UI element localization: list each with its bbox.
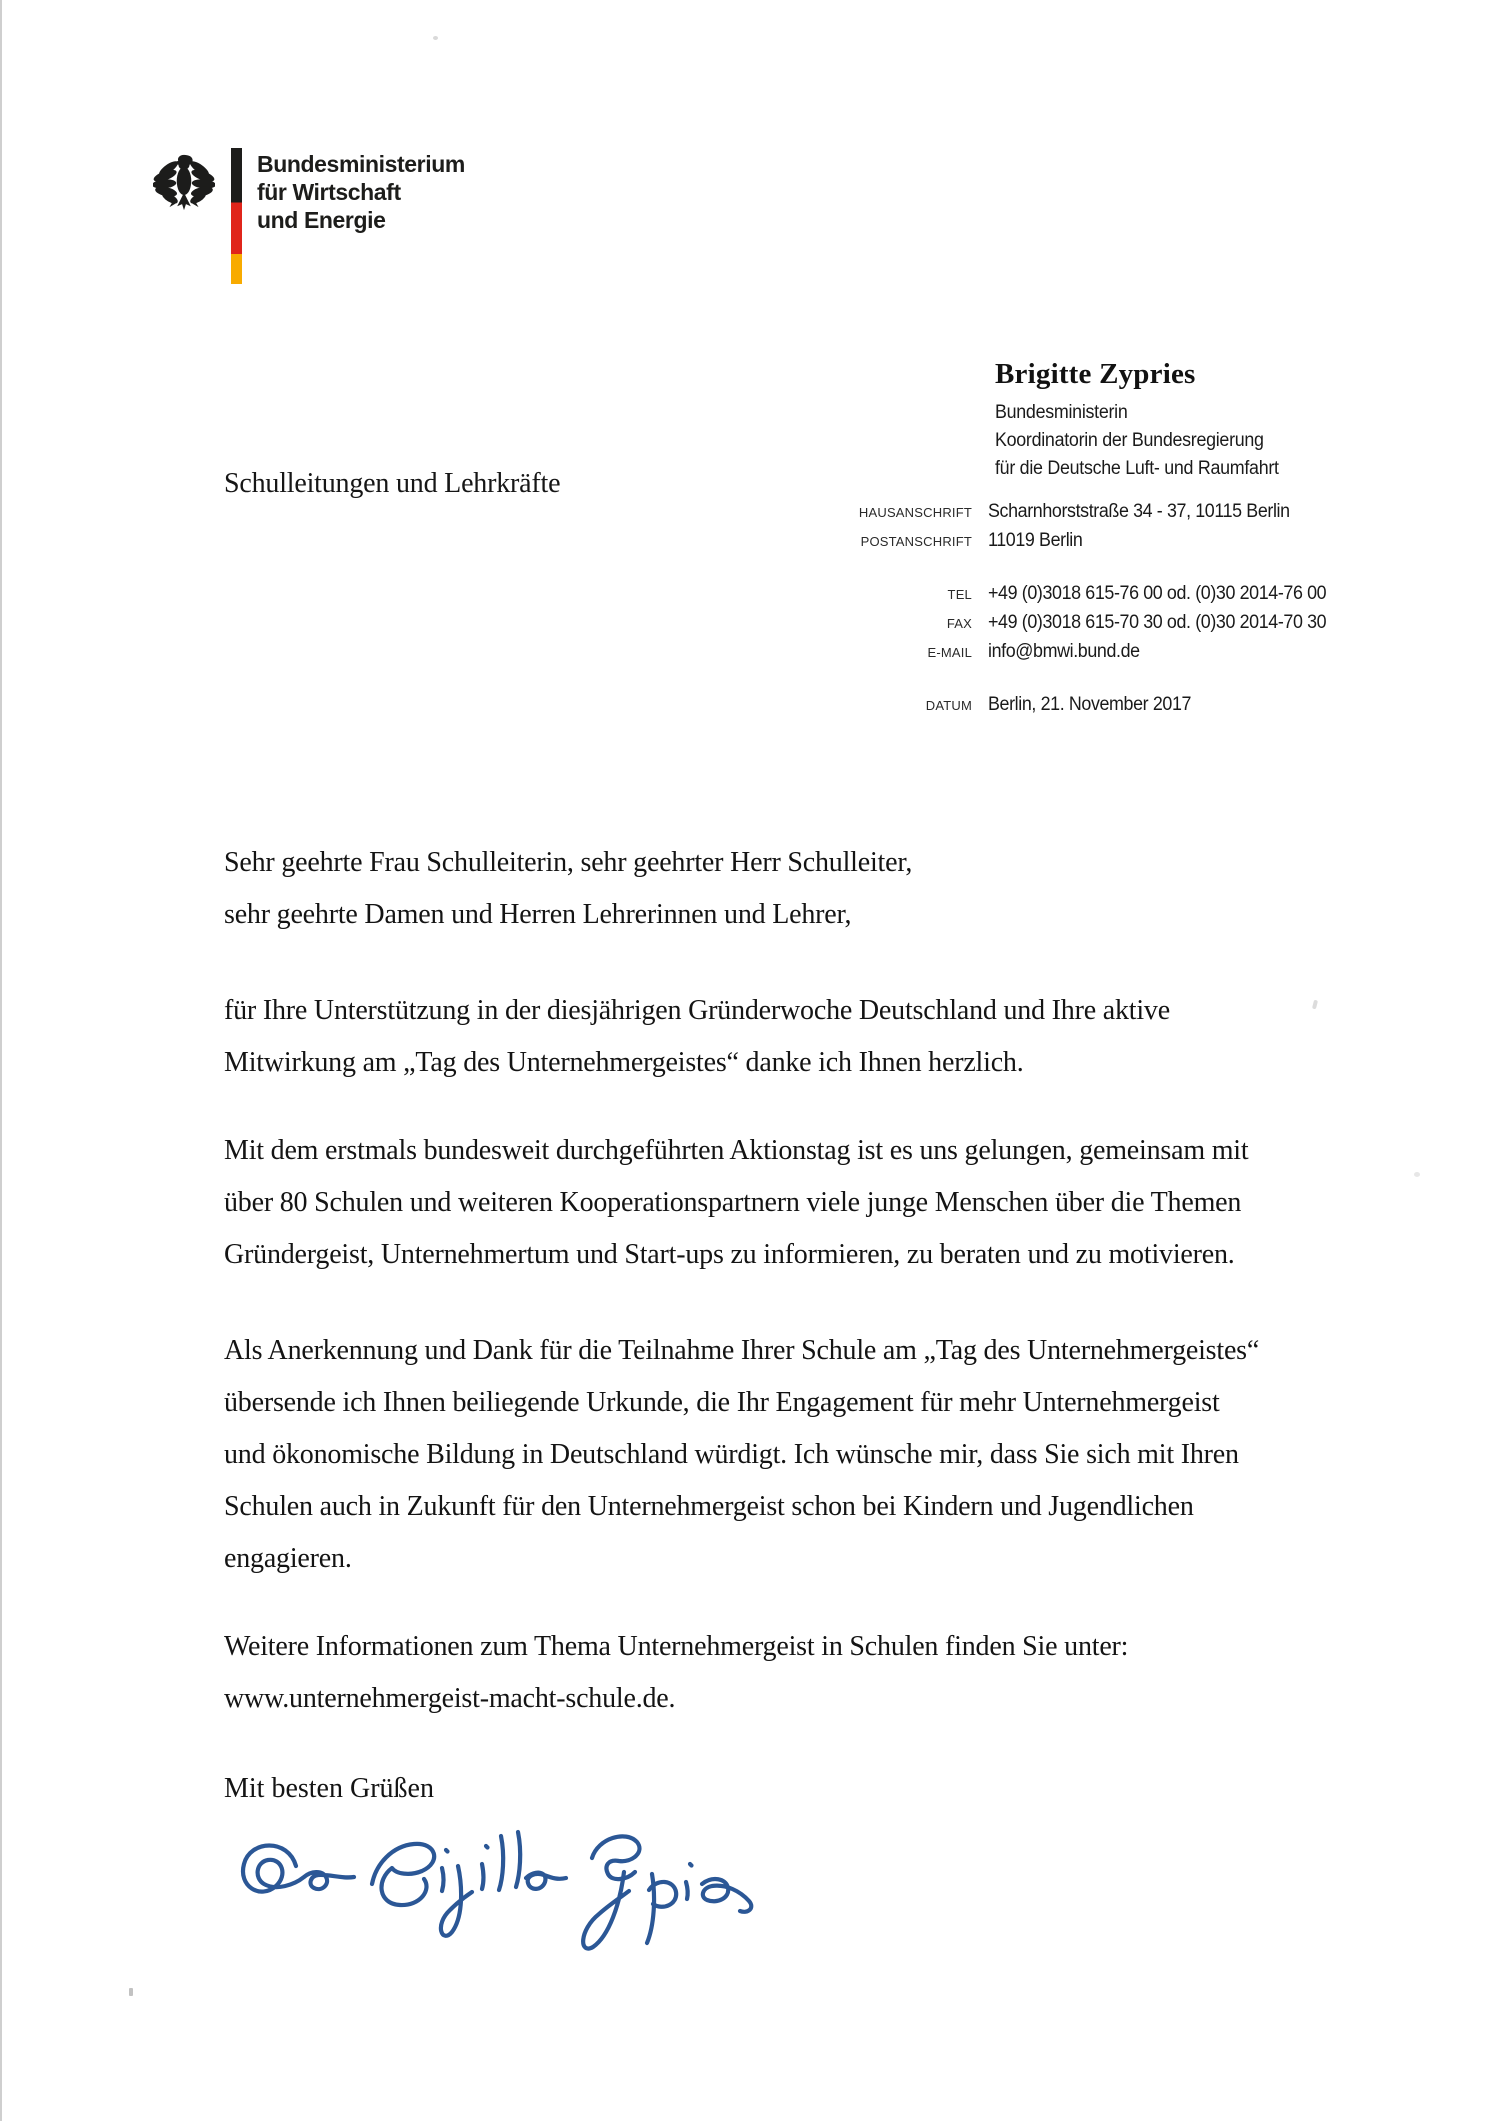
contact-row-postanschrift [742, 527, 1382, 556]
contact-value: info@bmwi.bund.de [988, 641, 1140, 662]
ministry-wordmark [257, 150, 465, 234]
body-line: und ökonomische Bildung in Deutschland würdigt. Ich wünsche mir, dass Sie sich mit Ihren [224, 1439, 1239, 1470]
paragraph [224, 1325, 1404, 1585]
paragraph [224, 1125, 1404, 1281]
contact-block [742, 498, 1382, 720]
contact-value: 11019 Berlin [988, 530, 1083, 551]
body-line: Mitwirkung am „Tag des Unternehmergeistes“ danke ich Ihnen herzlich. [224, 1047, 1024, 1078]
body-line: Gründergeist, Unternehmertum und Start-ups zu informieren, zu beraten und zu motivieren. [224, 1239, 1235, 1270]
body-line: Weitere Informationen zum Thema Unternehmergeist in Schulen finden Sie unter: [224, 1631, 1129, 1662]
flag-stripe [231, 148, 242, 284]
body-line: über 80 Schulen und weiteren Kooperationspartnern viele junge Menschen über die Themen [224, 1187, 1242, 1218]
federal-eagle-icon [153, 152, 215, 212]
wordmark-line: Bundesministerium [257, 151, 465, 177]
scan-speck [1414, 1172, 1420, 1177]
website-line: www.unternehmergeist-macht-schule.de. [224, 1683, 676, 1714]
contact-label: HAUSANSCHRIFT [858, 505, 972, 520]
body-line: engagieren. [224, 1543, 352, 1574]
contact-row-datum [742, 691, 1382, 720]
contact-label: TEL [947, 587, 972, 602]
closing-line: Mit besten Grüßen [224, 1773, 434, 1804]
body-line: Schulen auch in Zukunft für den Unternehmergeist schon bei Kindern und Jugendlichen [224, 1491, 1194, 1522]
sender-name: Brigitte Zypries [995, 358, 1196, 390]
salutation-paragraph [224, 837, 1404, 941]
wordmark-line: für Wirtschaft [257, 179, 401, 205]
paragraph [224, 985, 1404, 1089]
wordmark-line: und Energie [257, 207, 386, 233]
sender-block [995, 358, 1297, 483]
paragraph [224, 1621, 1404, 1725]
body-line: Sehr geehrte Frau Schulleiterin, sehr geehrter Herr Schulleiter, [224, 847, 913, 878]
contact-label: DATUM [925, 698, 972, 713]
sender-title: für die Deutsche Luft- und Raumfahrt [995, 458, 1279, 479]
body-line: sehr geehrte Damen und Herren Lehrerinnen und Lehrer, [224, 899, 852, 930]
contact-row-email [742, 638, 1382, 667]
scan-edge-line [0, 0, 2, 2121]
scan-speck [433, 36, 438, 40]
body-line: Mit dem erstmals bundesweit durchgeführten Aktionstag ist es uns gelungen, gemeinsam mit [224, 1135, 1249, 1166]
letter-body [224, 837, 1404, 1815]
recipient-line: Schulleitungen und Lehrkräfte [224, 468, 561, 499]
contact-label: E-MAIL [927, 645, 972, 660]
sender-title: Bundesministerin [995, 402, 1128, 423]
contact-value: +49 (0)3018 615-70 30 od. (0)30 2014-70 30 [988, 612, 1327, 633]
ministry-logo [153, 148, 465, 284]
contact-value: Scharnhorststraße 34 - 37, 10115 Berlin [988, 501, 1290, 522]
contact-row-hausanschrift [742, 498, 1382, 527]
body-line: Als Anerkennung und Dank für die Teilnahme Ihrer Schule am „Tag des Unternehmergeistes“ [224, 1335, 1260, 1366]
body-line: für Ihre Unterstützung in der diesjährigen Gründerwoche Deutschland und Ihre aktive [224, 995, 1170, 1026]
sender-title: Koordinatorin der Bundesregierung [995, 430, 1264, 451]
contact-row-fax [742, 609, 1382, 638]
signature-handwriting [196, 1822, 776, 2017]
contact-row-tel [742, 580, 1382, 609]
contact-value: +49 (0)3018 615-76 00 od. (0)30 2014-76 00 [988, 583, 1327, 604]
contact-value: Berlin, 21. November 2017 [988, 694, 1192, 715]
contact-label: FAX [946, 616, 972, 631]
contact-label: POSTANSCHRIFT [860, 534, 972, 549]
scan-speck [129, 1988, 133, 1996]
body-line: übersende ich Ihnen beiliegende Urkunde, die Ihr Engagement für mehr Unternehmergeist [224, 1387, 1220, 1418]
